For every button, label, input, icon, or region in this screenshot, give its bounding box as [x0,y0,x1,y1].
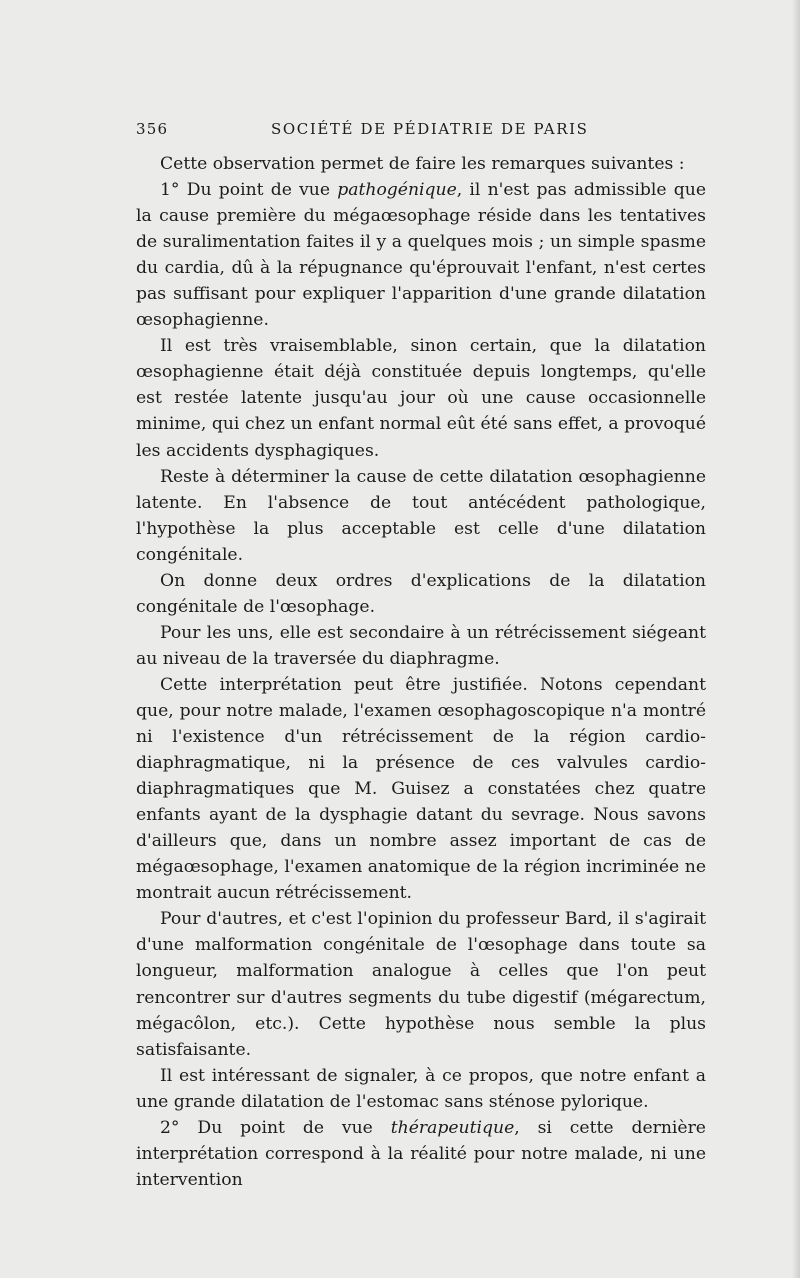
paragraph-3: Il est très vraisemblable, sinon certain, que la dilatation œsophagienne était déjà constituée depuis longtemps, qu'elle est restée latente jusqu'au jour où une cause occasionnelle minime, qui chez un enfant normal eût été sans effet, a provoqué les accidents dysphagiques. [136,336,706,461]
page-number: 356 [136,120,169,138]
paragraph-2-emphasis: pathogénique [337,180,457,201]
paragraph-10 [136,1115,706,1193]
paragraph-10-emphasis: thérapeutique [390,1117,515,1138]
running-title: SOCIÉTÉ DE PÉDIATRIE DE PARIS [271,120,589,138]
page-edge-shadow [792,0,800,1278]
body-text [136,151,706,1193]
paragraph-2-rest: , il n'est pas admissible que la cause première du mégaœsophage réside dans les tentatives de suralimentation faites il y a quelques mois ; un simple spasme du cardia, dû à la répugnance qu'éprouvait l'enfant, n'est certes pas suffisant pour expliquer l'apparition d'une grande dilatation œsophagienne. [136,180,706,331]
paragraph-1: Cette observation permet de faire les remarques suivantes : [160,154,685,174]
page-header [136,120,706,144]
paragraph-10-lead: 2° Du point de vue [160,1117,391,1138]
paragraph-5: On donne deux ordres d'explications de la dilatation congénitale de l'œsophage. [136,570,706,617]
paragraph-2-lead: 1° Du point de vue [160,180,338,201]
paragraph-10-rest: , si cette dernière interprétation correspond à la réalité pour notre malade, ni une intervention [136,1117,706,1190]
paragraph-7: Cette interprétation peut être justifiée. Notons cependant que, pour notre malade, l'examen œsophagoscopique n'a montré ni l'existence d'un rétrécissement de la région cardio-diaphragmatique, ni la présence de ces valvules cardio-diaphragmatiques que M. Guisez a constatées chez quatre enfants ayant de la dysphagie datant du sevrage. Nous savons d'ailleurs que, dans un nombre assez important de cas de mégaœsophage, l'examen anatomique de la région incriminée ne montrait aucun rétrécissement. [136,674,706,904]
paragraph-4: Reste à déterminer la cause de cette dilatation œsophagienne latente. En l'absence de tout antécédent pathologique, l'hypothèse la plus acceptable est celle d'une dilatation congénitale. [136,466,706,565]
paragraph-2 [136,177,706,333]
paragraph-6: Pour les uns, elle est secondaire à un rétrécissement siégeant au niveau de la traversée du diaphragme. [136,622,706,669]
paragraph-9: Il est intéressant de signaler, à ce propos, que notre enfant a une grande dilatation de l'estomac sans sténose pylorique. [136,1065,706,1112]
paragraph-8: Pour d'autres, et c'est l'opinion du professeur Bard, il s'agirait d'une malformation congénitale de l'œsophage dans toute sa longueur, malformation analogue à celles que l'on peut rencontrer sur d'autres segments du tube digestif (mégarectum, mégacôlon, etc.). Cette hypothèse nous semble la plus satisfaisante. [136,909,706,1060]
